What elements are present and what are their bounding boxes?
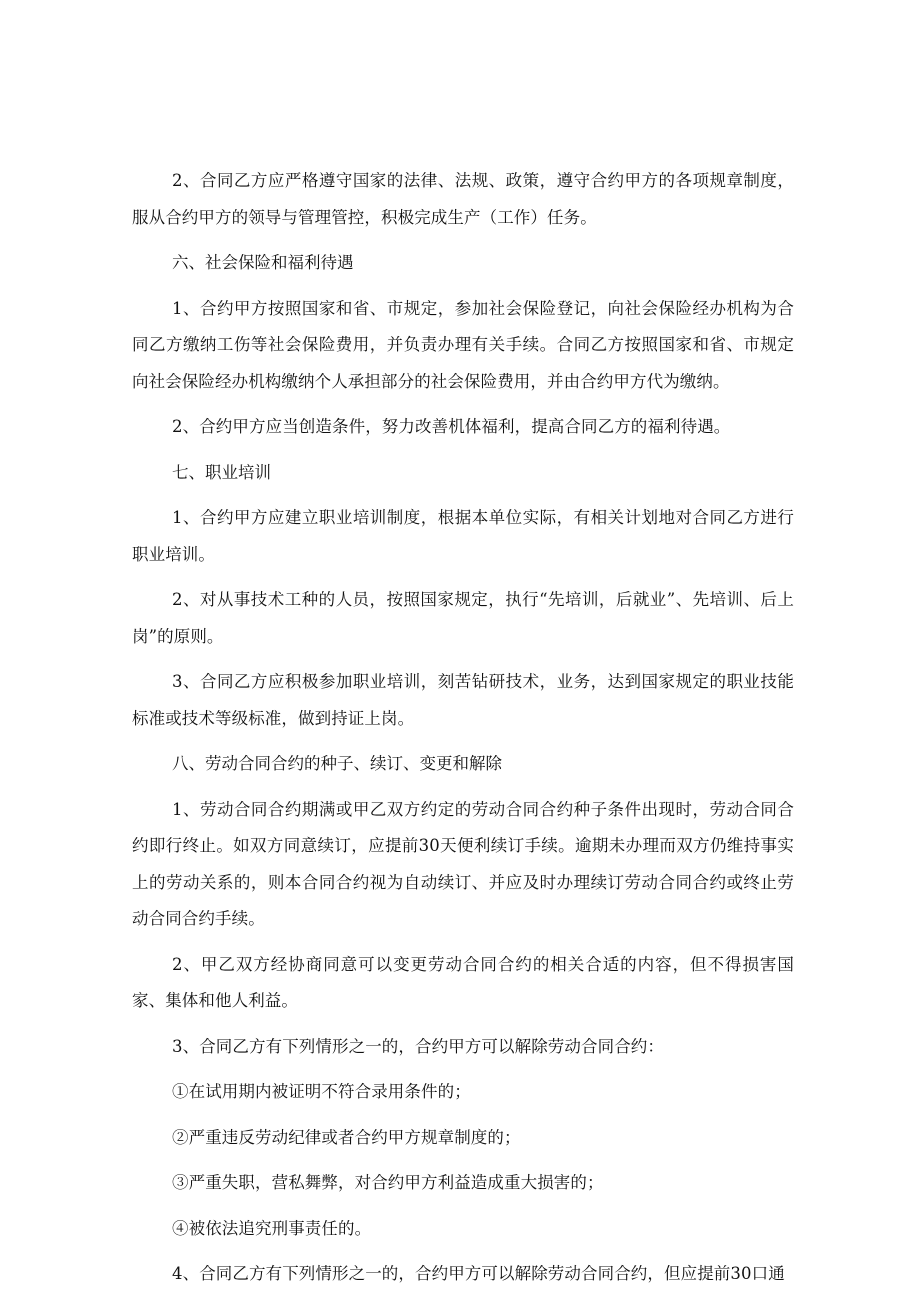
paragraph-training-system: 1、合约甲方应建立职业培训制度，根据本单位实际，有相关计划地对合同乙方进行职业培训。 bbox=[132, 508, 794, 564]
paragraph-certification: 3、合同乙方应积极参加职业培训，刻苦钻研技术，业务，达到国家规定的职业技能标准或技术等级标准，做到持证上岗。 bbox=[132, 672, 794, 728]
paragraph-notice-termination: 4、合同乙方有下列情形之一的，合约甲方可以解除劳动合同合约，但应提前30口通 bbox=[172, 1264, 785, 1283]
list-item-probation: ①在试用期内被证明不符合录用条件的； bbox=[172, 1082, 471, 1101]
paragraph-social-insurance-registration: 1、合约甲方按照国家和省、市规定，参加社会保险登记，向社会保险经办机构为合同乙方缴纳工伤等社会保险费用，并负责办理有关手续。合同乙方按照国家和省、市规定向社会保险经办机构缴纳个人承担部分的社会保险费用，并由合约甲方代为缴纳。 bbox=[132, 298, 794, 391]
list-item-criminal: ④被依法追究刑事责任的。 bbox=[172, 1218, 372, 1238]
section-heading-social-insurance: 六、社会保险和福利待遇 bbox=[172, 253, 354, 272]
list-item-discipline: ②严重违反劳动纪律或者合约甲方规章制度的； bbox=[172, 1127, 521, 1147]
paragraph-termination-conditions: 3、合同乙方有下列情形之一的，合约甲方可以解除劳动合同合约： bbox=[172, 1036, 664, 1056]
paragraph-welfare-improvement: 2、合约甲方应当创造条件，努力改善机体福利，提高合同乙方的福利待遇。 bbox=[172, 417, 731, 436]
document-body bbox=[132, 163, 794, 1302]
paragraph-obey-laws: 2、合同乙方应严格遵守国家的法律、法规、政策，遵守合约甲方的各项规章制度，服从合约甲方的领导与管理管控，积极完成生产（工作）任务。 bbox=[132, 171, 794, 227]
list-item-misconduct: ③严重失职，营私舞弊，对合约甲方利益造成重大损害的； bbox=[172, 1173, 604, 1192]
paragraph-contract-change: 2、甲乙双方经协商同意可以变更劳动合同合约的相关合适的内容，但不得损害国家、集体和他人利益。 bbox=[132, 954, 794, 1010]
paragraph-technical-workers: 2、对从事技术工种的人员，按照国家规定，执行“先培训，后就业”、先培训、后上岗”的原则。 bbox=[132, 590, 794, 646]
section-heading-vocational-training: 七、职业培训 bbox=[172, 462, 271, 482]
paragraph-contract-expiry: 1、劳动合同合约期满或甲乙双方约定的劳动合同合约种子条件出现时，劳动合同合约即行终止。如双方同意续订，应提前30天便利续订手续。逾期未办理而双方仍维持事实上的劳动关系的，则本合同合约视为自动续订、并应及时办理续订劳动合同合约或终止劳动合同合约手续。 bbox=[132, 799, 794, 928]
section-heading-contract-termination: 八、劳动合同合约的种子、续订、变更和解除 bbox=[172, 754, 502, 773]
